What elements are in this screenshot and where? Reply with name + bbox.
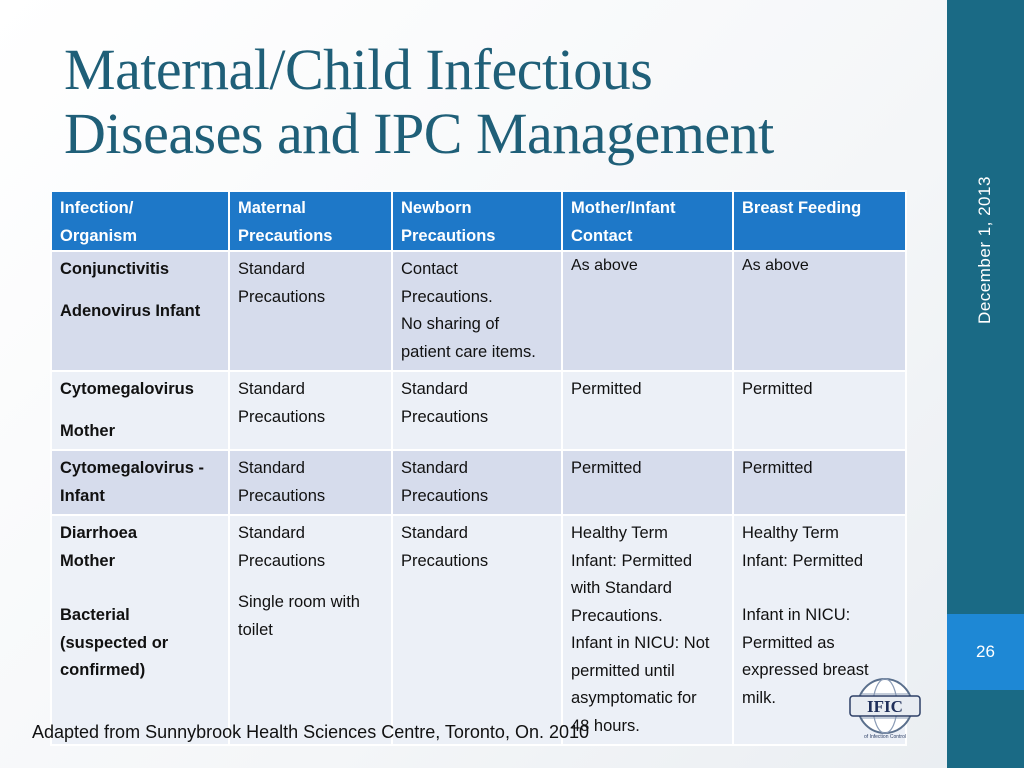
header-maternal-precautions [229,191,392,251]
maternal-text: Standard [238,459,305,477]
header-text: Organism [60,226,138,245]
slide-date: December 1, 2013 [975,176,994,324]
header-breast-feeding [733,191,906,251]
mother-infant-text: Infant in NICU: Not [571,634,710,652]
cell-breast-feeding [733,371,906,450]
header-text: Precautions [238,226,333,245]
mother-infant-text: Precautions. [571,606,663,625]
breast-feeding-text: As above [742,257,809,274]
mother-infant-text: with Standard [571,579,672,597]
header-text: Infection/ [60,199,134,217]
table-row [51,515,906,745]
cell-maternal [229,450,392,515]
header-text: Mother/Infant [571,199,676,217]
newborn-text: No sharing of [401,315,500,333]
mother-infant-text: Permitted [571,380,642,398]
spacer [60,575,220,602]
organism-text: Cytomegalovirus [60,380,194,398]
organism-text: Conjunctivitis [60,260,170,278]
newborn-text: Precautions [401,407,489,426]
header-text: Precautions [401,226,496,245]
mother-infant-text: Healthy Term [571,524,668,542]
breast-feeding-text: Permitted [742,380,813,398]
breast-feeding-text: expressed breast [742,661,869,679]
ific-logo [838,676,932,740]
cell-newborn [392,515,562,745]
cell-maternal [229,515,392,745]
cell-newborn [392,450,562,515]
newborn-text: Standard [401,380,468,398]
header-text: Maternal [238,199,306,217]
cell-newborn [392,371,562,450]
header-text: Newborn [401,199,472,217]
spacer [238,575,383,589]
maternal-text: Precautions [238,551,326,570]
maternal-text: toilet [238,620,273,639]
breast-feeding-text: Permitted [742,459,813,477]
breast-feeding-text: Permitted as [742,633,835,652]
header-newborn-precautions [392,191,562,251]
spacer [60,284,220,298]
mother-infant-text: 48 hours. [571,716,640,735]
maternal-text: Precautions [238,486,326,505]
cell-mother-infant [562,371,733,450]
header-infection-organism [51,191,229,251]
mother-infant-text: Infant: Permitted [571,551,693,570]
organism-text: (suspected or [60,633,169,652]
slide-title [64,38,924,166]
maternal-text: Precautions [238,287,326,306]
ipc-table [50,190,907,746]
cell-breast-feeding [733,251,906,371]
cell-mother-infant [562,251,733,371]
title-line-1: Maternal/Child Infectious [64,37,653,102]
cell-newborn [392,251,562,371]
spacer [60,404,220,418]
breast-feeding-text: Healthy Term [742,524,839,542]
table-row [51,371,906,450]
newborn-text: Standard [401,524,468,542]
mother-infant-text: permitted until [571,661,675,680]
maternal-text: Single room with [238,593,360,611]
newborn-text: patient care items. [401,342,536,361]
maternal-text: Standard [238,524,305,542]
mother-infant-text: asymptomatic for [571,689,697,707]
cell-maternal [229,251,392,371]
logo-text: IFIC [867,697,903,716]
breast-feeding-text: milk. [742,688,776,707]
organism-text: Mother [60,421,115,440]
organism-text: Cytomegalovirus - [60,459,204,477]
title-line-2: Diseases and IPC Management [64,101,774,166]
cell-organism [51,371,229,450]
maternal-text: Standard [238,380,305,398]
cell-organism [51,251,229,371]
cell-breast-feeding [733,450,906,515]
newborn-text: Precautions. [401,287,493,306]
organism-text: Diarrhoea [60,524,138,542]
cell-mother-infant [562,515,733,745]
table-header-row [51,191,906,251]
organism-text: confirmed) [60,661,146,679]
mother-infant-text: As above [571,257,638,274]
newborn-text: Precautions [401,486,489,505]
maternal-text: Standard [238,260,305,278]
organism-text: Adenovirus Infant [60,301,201,320]
cell-organism [51,450,229,515]
mother-infant-text: Permitted [571,459,642,477]
table-row [51,450,906,515]
newborn-text: Standard [401,459,468,477]
cell-maternal [229,371,392,450]
table-row [51,251,906,371]
breast-feeding-text: Infant in NICU: [742,606,851,624]
breast-feeding-text: Infant: Permitted [742,551,864,570]
spacer [742,575,897,602]
organism-text: Bacterial [60,606,130,624]
page-number-box [947,614,1024,690]
page-number: 26 [976,642,995,661]
header-mother-infant-contact [562,191,733,251]
newborn-text: Precautions [401,551,489,570]
cell-mother-infant [562,450,733,515]
logo-subtext: of Infection Control [864,734,906,740]
source-footnote: Adapted from Sunnybrook Health Sciences Centre, Toronto, On. 2010 [32,722,589,742]
organism-text: Infant [60,486,105,505]
newborn-text: Contact [401,260,458,278]
cell-organism [51,515,229,745]
organism-text: Mother [60,551,115,570]
header-text: Breast Feeding [742,199,862,217]
header-text: Contact [571,226,633,245]
maternal-text: Precautions [238,407,326,426]
